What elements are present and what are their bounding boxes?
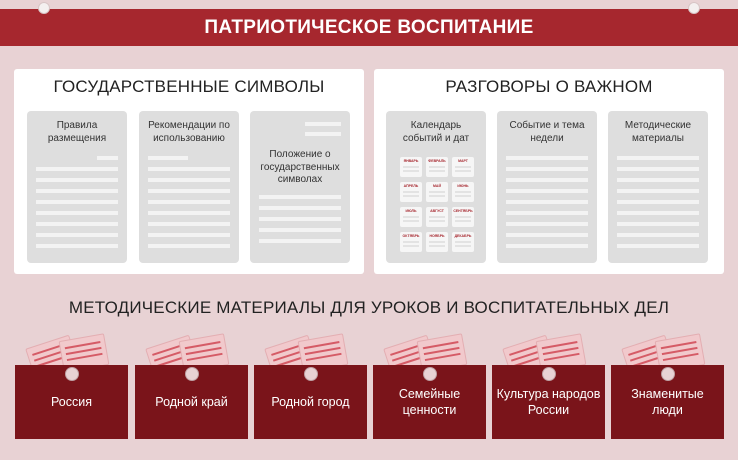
text-line xyxy=(617,211,699,215)
text-line xyxy=(617,178,699,182)
text-line xyxy=(403,166,419,168)
folder-label: Родной город xyxy=(271,395,350,409)
month-card xyxy=(452,182,474,202)
text-line xyxy=(36,233,118,237)
header-banner xyxy=(0,9,738,46)
text-line xyxy=(429,245,445,247)
text-line xyxy=(617,233,699,237)
folder-native-city[interactable] xyxy=(254,333,367,439)
text-line xyxy=(148,244,230,248)
month-card xyxy=(426,157,448,177)
month-name: АВГУСТ xyxy=(430,209,444,213)
text-line xyxy=(429,216,445,218)
text-line xyxy=(305,132,341,136)
card-placement-rules[interactable] xyxy=(27,111,127,263)
panel-title: ГОСУДАРСТВЕННЫЕ СИМВОЛЫ xyxy=(53,77,325,96)
month-card xyxy=(426,182,448,202)
folder-label: Родной край xyxy=(155,395,228,409)
card-label: Рекомендации по использованию xyxy=(148,120,230,144)
text-line xyxy=(506,222,588,226)
card-label: Правила размещения xyxy=(47,120,107,144)
text-line xyxy=(36,178,118,182)
materials-section-title: МЕТОДИЧЕСКИЕ МАТЕРИАЛЫ ДЛЯ УРОКОВ И ВОСПИТАТЕЛЬНЫХ ДЕЛ xyxy=(68,298,670,317)
text-line xyxy=(148,222,230,226)
month-card xyxy=(452,207,474,227)
folder-label: Знаменитые люди xyxy=(631,387,704,417)
folder-label: Россия xyxy=(51,395,92,409)
month-name: ФЕВРАЛЬ xyxy=(428,159,446,163)
text-line xyxy=(506,156,588,160)
text-line xyxy=(259,195,341,199)
card-methodical-materials[interactable] xyxy=(608,111,708,263)
text-line xyxy=(305,122,341,126)
text-line xyxy=(403,241,419,243)
month-card xyxy=(452,232,474,252)
text-line xyxy=(148,156,188,160)
text-line xyxy=(36,222,118,226)
text-line xyxy=(506,189,588,193)
page-title: ПАТРИОТИЧЕСКОЕ ВОСПИТАНИЕ xyxy=(204,17,534,38)
state-symbols-panel xyxy=(14,69,364,274)
text-line xyxy=(403,195,419,197)
month-name: МАЙ xyxy=(433,184,441,188)
text-line xyxy=(403,170,419,172)
pin-right-icon xyxy=(688,2,700,14)
month-name: АПРЕЛЬ xyxy=(403,184,419,188)
text-line xyxy=(97,156,118,160)
text-line xyxy=(259,217,341,221)
text-line xyxy=(36,200,118,204)
card-usage-recommendations[interactable] xyxy=(139,111,239,263)
text-line xyxy=(617,156,699,160)
text-line xyxy=(429,220,445,222)
month-name: МАРТ xyxy=(458,159,468,163)
text-line xyxy=(506,244,588,248)
text-line xyxy=(455,245,471,247)
month-card xyxy=(400,157,422,177)
card-event-of-week[interactable] xyxy=(497,111,597,263)
text-line xyxy=(403,245,419,247)
card-events-calendar[interactable] xyxy=(386,111,486,263)
month-name: ИЮЛЬ xyxy=(405,209,417,213)
month-card xyxy=(426,207,448,227)
folder-label: Семейные ценности xyxy=(398,387,461,417)
text-line xyxy=(36,189,118,193)
text-line xyxy=(148,233,230,237)
folder-russia[interactable] xyxy=(15,333,128,439)
text-line xyxy=(36,244,118,248)
text-line xyxy=(617,200,699,204)
text-line xyxy=(617,189,699,193)
text-line xyxy=(455,241,471,243)
folder-culture-of-peoples[interactable] xyxy=(492,333,605,439)
month-name: СЕНТЯБРЬ xyxy=(453,209,473,213)
text-line xyxy=(506,200,588,204)
text-line xyxy=(455,216,471,218)
text-line xyxy=(259,228,341,232)
text-line xyxy=(259,239,341,243)
panel-title: РАЗГОВОРЫ О ВАЖНОМ xyxy=(445,77,653,96)
text-line xyxy=(455,220,471,222)
folder-native-land[interactable] xyxy=(135,333,248,439)
text-line xyxy=(506,233,588,237)
card-label: Положение о государственных символах xyxy=(260,149,340,185)
folder-label: Культура народов России xyxy=(496,387,601,417)
card-symbols-regulation[interactable] xyxy=(250,111,350,263)
text-line xyxy=(506,178,588,182)
folder-famous-people[interactable] xyxy=(611,333,724,439)
text-line xyxy=(403,191,419,193)
text-line xyxy=(455,191,471,193)
month-name: НОЯБРЬ xyxy=(429,234,445,238)
folder-family-values[interactable] xyxy=(373,333,486,439)
card-label: Календарь событий и дат xyxy=(402,120,470,144)
card-label: Методические материалы xyxy=(624,120,692,144)
pin-left-icon xyxy=(38,2,50,14)
text-line xyxy=(148,211,230,215)
text-line xyxy=(259,206,341,210)
text-line xyxy=(455,195,471,197)
text-line xyxy=(455,170,471,172)
text-line xyxy=(403,216,419,218)
month-name: ИЮНЬ xyxy=(457,184,469,188)
text-line xyxy=(148,200,230,204)
text-line xyxy=(36,211,118,215)
text-line xyxy=(429,166,445,168)
text-line xyxy=(429,195,445,197)
month-card xyxy=(426,232,448,252)
month-card xyxy=(400,232,422,252)
month-name: ДЕКАБРЬ xyxy=(454,234,472,238)
text-line xyxy=(403,220,419,222)
month-card xyxy=(452,157,474,177)
text-line xyxy=(617,244,699,248)
month-name: ОКТЯБРЬ xyxy=(402,234,420,238)
text-line xyxy=(148,189,230,193)
text-line xyxy=(148,178,230,182)
text-line xyxy=(148,167,230,171)
month-card xyxy=(400,207,422,227)
text-line xyxy=(429,170,445,172)
card-label: Событие и тема недели xyxy=(509,120,585,144)
text-line xyxy=(617,222,699,226)
text-line xyxy=(429,191,445,193)
text-line xyxy=(506,167,588,171)
text-line xyxy=(429,241,445,243)
text-line xyxy=(36,167,118,171)
text-line xyxy=(455,166,471,168)
important-talks-panel xyxy=(374,69,724,274)
month-card xyxy=(400,182,422,202)
text-line xyxy=(617,167,699,171)
text-line xyxy=(506,211,588,215)
month-name: ЯНВАРЬ xyxy=(403,159,419,163)
